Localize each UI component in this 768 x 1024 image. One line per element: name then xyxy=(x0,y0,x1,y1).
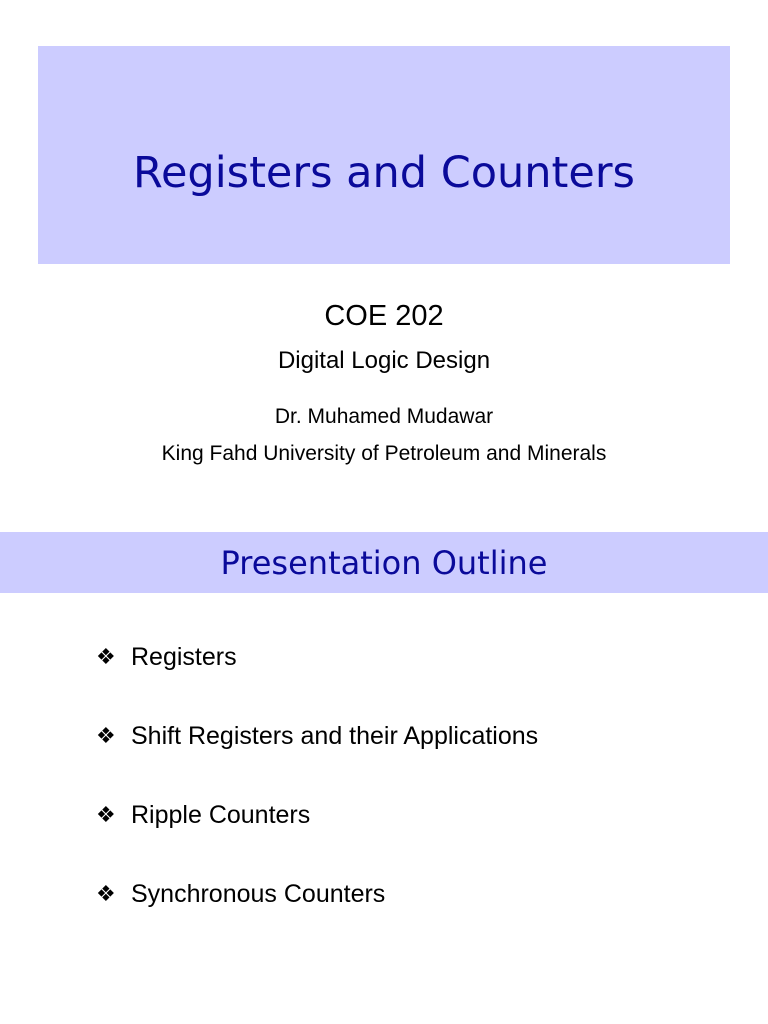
four-diamond-bullet-icon: ❖ xyxy=(96,881,116,907)
slide-title: Registers and Counters xyxy=(133,148,635,198)
course-code: COE 202 xyxy=(324,300,444,332)
course-name: Digital Logic Design xyxy=(277,347,491,374)
four-diamond-bullet-icon: ❖ xyxy=(96,802,116,828)
university-name: King Fahd University of Petroleum and Minerals xyxy=(161,442,607,465)
outline-item xyxy=(96,798,538,832)
outline-item-label: Synchronous Counters xyxy=(131,879,386,908)
four-diamond-bullet-icon: ❖ xyxy=(96,723,116,749)
outline-item-label: Registers xyxy=(131,642,237,671)
outline-item xyxy=(96,719,538,753)
outline-item-label: Ripple Counters xyxy=(131,800,311,829)
author-name: Dr. Muhamed Mudawar xyxy=(274,405,494,428)
title-banner xyxy=(38,46,730,264)
outline-item xyxy=(96,877,538,911)
outline-item-label: Shift Registers and their Applications xyxy=(131,721,539,750)
outline-banner xyxy=(0,532,768,593)
outline-title: Presentation Outline xyxy=(220,543,548,582)
outline-list xyxy=(96,640,538,956)
four-diamond-bullet-icon: ❖ xyxy=(96,644,116,670)
outline-item xyxy=(96,640,538,674)
